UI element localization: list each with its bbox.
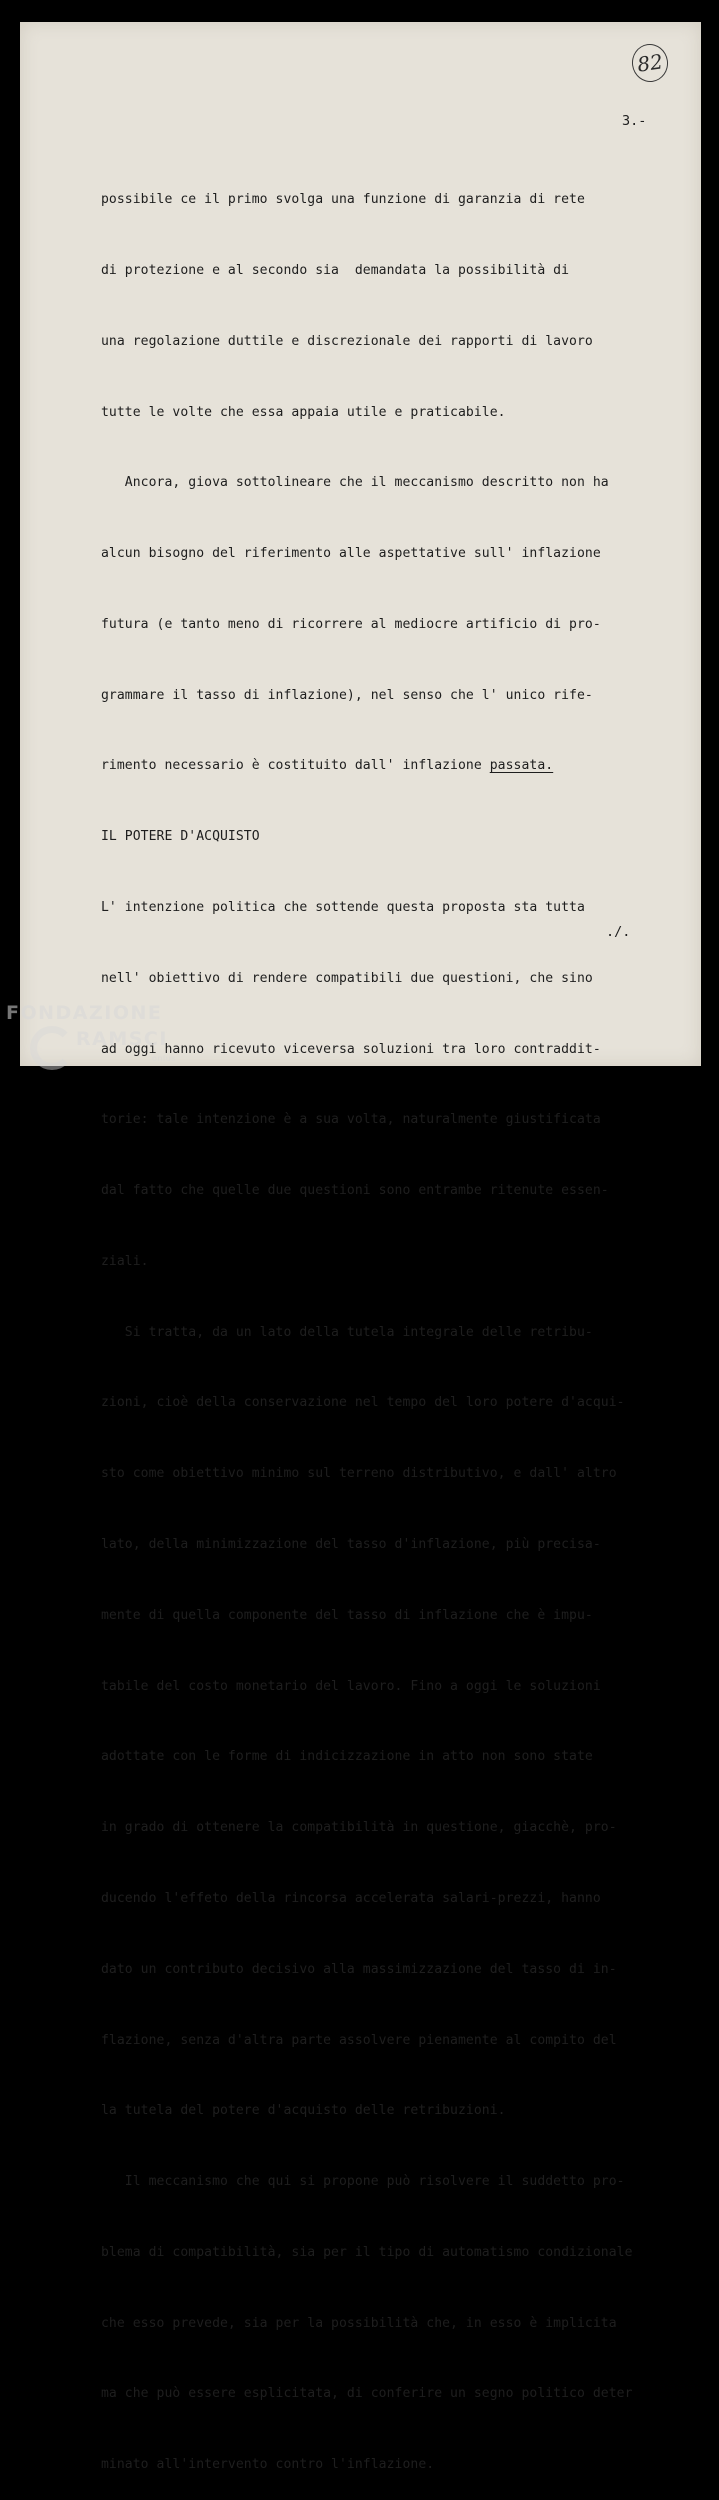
- text-line: tabile del costo monetario del lavoro. Fino a oggi le soluzioni: [101, 1678, 601, 1694]
- watermark-line1: FONDAZIONE: [6, 1002, 163, 1024]
- text-line: di protezione e al secondo sia demandata la possibilità di: [101, 262, 570, 278]
- watermark-suffix: onlus: [152, 1054, 176, 1063]
- page-number: 3.-: [622, 113, 647, 129]
- watermark-line2: RAMSCI: [76, 1028, 168, 1050]
- text-line: ma che può essere esplicitata, di conferire un segno politico deter: [101, 2386, 633, 2402]
- text-line: lato, della minimizzazione del tasso d'inflazione, più precisa-: [101, 1537, 601, 1553]
- underlined-word: passata.: [489, 758, 554, 774]
- text-line-start: rimento necessario è costituito dall' inflazione: [101, 758, 490, 774]
- text-line: Ancora, giova sottolineare che il meccanismo descritto non ha: [101, 475, 609, 491]
- text-line: nell' obiettivo di rendere compatibili due questioni, che sino: [101, 970, 593, 986]
- text-line: minato all'intervento contro l'inflazione.: [101, 2457, 435, 2473]
- text-line: flazione, senza d'altra parte assolvere pienamente al compito del: [101, 2032, 617, 2048]
- text-line: zioni, cioè della conservazione nel tempo del loro potere d'acqui-: [101, 1395, 625, 1411]
- text-line: [101, 754, 661, 778]
- text-line: Si tratta, da un lato della tutela integrale delle retribu-: [101, 1324, 593, 1340]
- text-line: dato un contributo decisivo alla massimizzazione del tasso di in-: [101, 1961, 617, 1977]
- text-line: grammare il tasso di inflazione), nel senso che l' unico rife-: [101, 687, 593, 703]
- text-line: torie: tale intenzione è a sua volta, naturalmente giustificata: [101, 1112, 601, 1128]
- text-line: ziali.: [101, 1253, 149, 1269]
- continuation-mark: ./.: [606, 924, 631, 940]
- text-line: alcun bisogno del riferimento alle aspettative sull' inflazione: [101, 546, 601, 562]
- watermark-logo: [6, 1002, 186, 1076]
- typed-text-body: [101, 141, 661, 2500]
- text-line: ducendo l'effeto della rincorsa accelerata salari-prezzi, hanno: [101, 1890, 601, 1906]
- text-line: Il meccanismo che qui si propone può risolvere il suddetto pro-: [101, 2174, 625, 2190]
- text-line: ad oggi hanno ricevuto viceversa soluzioni tra loro contraddit-: [101, 1041, 601, 1057]
- text-line: una regolazione duttile e discrezionale dei rapporti di lavoro: [101, 333, 593, 349]
- text-line: la tutela del potere d'acquisto delle retribuzioni.: [101, 2103, 506, 2119]
- watermark-g-icon: [30, 1026, 74, 1070]
- text-line: che esso prevede, sia per la possibilità che, in esso è implicita: [101, 2315, 617, 2331]
- text-line: dal fatto che quelle due questioni sono entrambe ritenute essen-: [101, 1183, 609, 1199]
- text-line: mente di quella componente del tasso di inflazione che è impu-: [101, 1607, 593, 1623]
- text-line: sto come obiettivo minimo sul terreno distributivo, e dall' altro: [101, 1466, 617, 1482]
- section-heading: IL POTERE D'ACQUISTO: [101, 829, 260, 845]
- text-line: L' intenzione politica che sottende questa proposta sta tutta: [101, 900, 585, 915]
- text-line: blema di compatibilità, sia per il tipo di automatismo condizionale: [101, 2244, 633, 2260]
- text-line: futura (e tanto meno di ricorrere al mediocre artificio di pro-: [101, 616, 601, 632]
- text-line: tutte le volte che essa appaia utile e praticabile.: [101, 404, 506, 420]
- archive-folio-number: 82: [630, 42, 671, 85]
- text-line: in grado di ottenere la compatibilità in questione, giacchè, pro-: [101, 1820, 617, 1836]
- text-line: possibile ce il primo svolga una funzione di garanzia di rete: [101, 192, 585, 208]
- text-line: adottate con le forme di indicizzazione in atto non sono state: [101, 1749, 593, 1765]
